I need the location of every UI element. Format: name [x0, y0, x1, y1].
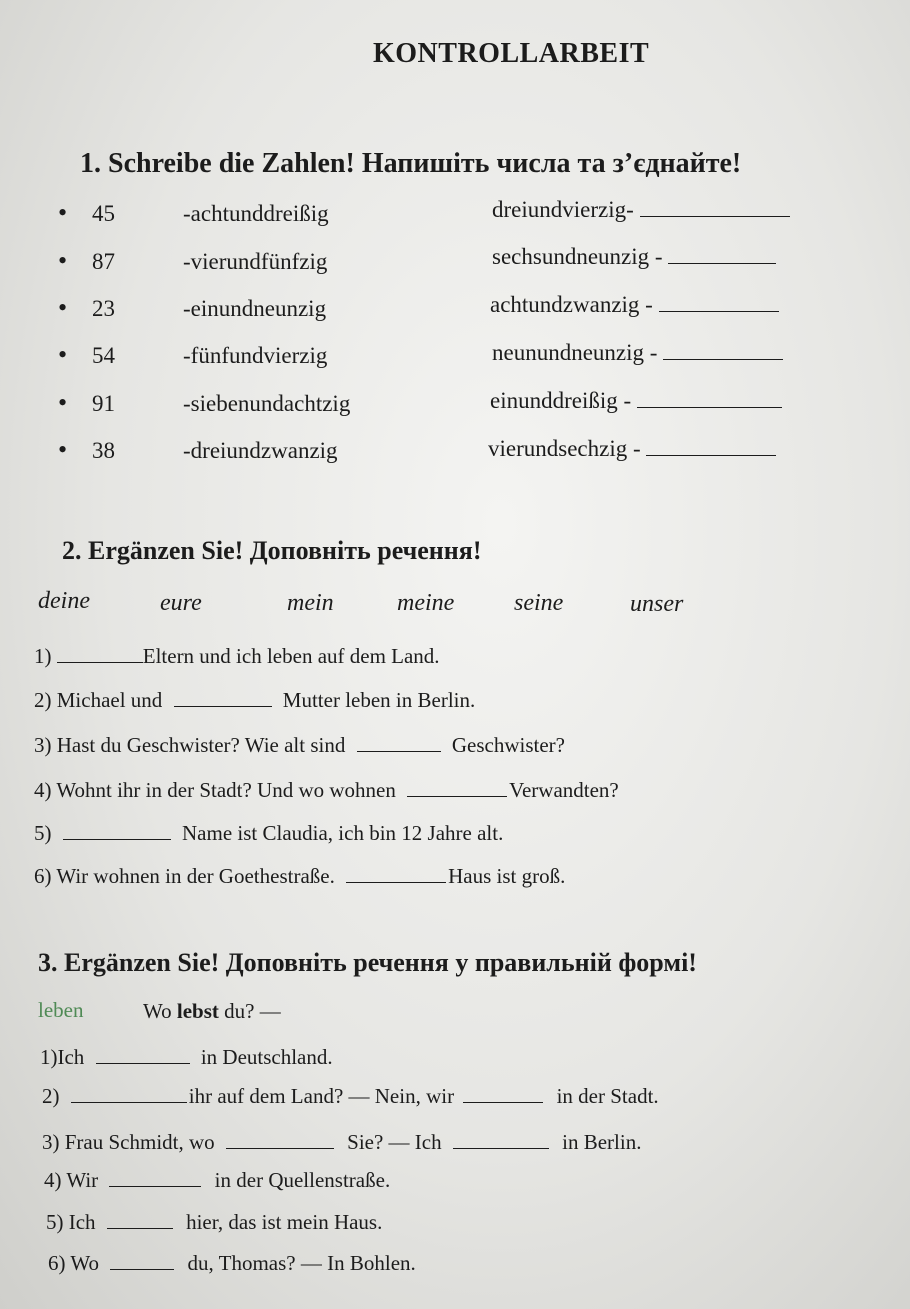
sentence: 2) ihr auf dem Land? — Nein, wir in der Stadt.	[42, 1084, 659, 1108]
bullet-icon: •	[58, 340, 68, 369]
number-word: -vierundfünfzig	[183, 249, 328, 274]
answer-blank[interactable]	[71, 1082, 187, 1103]
page-title: KONTROLLARBEIT	[373, 38, 650, 69]
sentence: 6) Wir wohnen in der Goethestraße. Haus ist groß.	[34, 864, 566, 888]
sentence: 1)Ich in Deutschland.	[40, 1045, 333, 1069]
answer-blank[interactable]	[96, 1043, 190, 1064]
word-bank-item: eure	[160, 590, 202, 616]
answer-blank[interactable]	[453, 1128, 549, 1149]
number-label: 23	[92, 296, 115, 321]
bullet-icon: •	[58, 198, 68, 227]
word-bank-item: mein	[287, 590, 334, 616]
bullet-icon: •	[58, 388, 68, 417]
number-word: -dreiundzwanzig	[183, 438, 338, 463]
number-word: -siebenundachtzig	[183, 391, 351, 416]
number-word: -fünfundvierzig	[183, 343, 328, 368]
answer-blank[interactable]	[357, 731, 441, 752]
section2-heading: 2. Ergänzen Sie! Доповніть речення!	[62, 536, 482, 565]
answer-blank[interactable]	[663, 339, 783, 360]
answer-blank[interactable]	[668, 243, 776, 264]
answer-blank[interactable]	[659, 291, 779, 312]
answer-blank[interactable]	[107, 1208, 173, 1229]
sentence: 4) Wohnt ihr in der Stadt? Und wo wohnen Verwandten?	[34, 778, 619, 802]
word-bank-item: unser	[630, 591, 684, 617]
answer-blank[interactable]	[640, 196, 790, 217]
word-bank-item: meine	[397, 590, 455, 616]
match-word: neunundneunzig -	[492, 339, 783, 366]
sentence: 3) Hast du Geschwister? Wie alt sind Geschwister?	[34, 733, 565, 757]
bullet-icon: •	[58, 293, 68, 322]
answer-blank[interactable]	[346, 862, 446, 883]
answer-blank[interactable]	[226, 1128, 334, 1149]
answer-blank[interactable]	[637, 387, 782, 408]
number-label: 38	[92, 438, 115, 463]
sentence: 4) Wir in der Quellenstraße.	[44, 1168, 391, 1192]
number-label: 91	[92, 391, 115, 416]
word-bank-item: deine	[38, 588, 90, 614]
match-word: dreiundvierzig-	[492, 196, 790, 223]
number-word: -achtunddreißig	[183, 201, 329, 226]
number-label: 54	[92, 343, 115, 368]
answer-blank[interactable]	[109, 1166, 201, 1187]
answer-blank[interactable]	[110, 1249, 174, 1270]
number-word: -einundneunzig	[183, 296, 327, 321]
match-word: achtundzwanzig -	[490, 291, 779, 318]
match-word: sechsundneunzig -	[492, 243, 776, 270]
number-label: 87	[92, 249, 115, 274]
match-word: vierundsechzig -	[488, 435, 776, 462]
answer-blank[interactable]	[63, 819, 171, 840]
sentence: 5) Name ist Claudia, ich bin 12 Jahre alt.	[34, 821, 504, 845]
sentence: 6) Wo du, Thomas? — In Bohlen.	[48, 1251, 416, 1275]
sentence: 5) Ich hier, das ist mein Haus.	[46, 1210, 383, 1234]
bullet-icon: •	[58, 435, 68, 464]
sentence: 1) Eltern und ich leben auf dem Land.	[34, 644, 440, 668]
match-word: einunddreißig -	[490, 387, 782, 414]
answer-blank[interactable]	[646, 435, 776, 456]
word-bank-item: seine	[514, 590, 564, 616]
answer-blank[interactable]	[407, 776, 507, 797]
section1-heading: 1. Schreibe die Zahlen! Напишіть числа та з’єднайте!	[80, 148, 742, 179]
number-label: 45	[92, 201, 115, 226]
answer-blank[interactable]	[57, 642, 143, 663]
sentence: 2) Michael und Mutter leben in Berlin.	[34, 688, 476, 712]
verb-label: leben	[38, 998, 84, 1022]
bullet-icon: •	[58, 246, 68, 275]
answer-blank[interactable]	[463, 1082, 543, 1103]
example-sentence: Wo lebst du? —	[143, 999, 281, 1023]
section3-heading: 3. Ergänzen Sie! Доповніть речення у правильній формі!	[38, 948, 697, 977]
answer-blank[interactable]	[174, 686, 272, 707]
sentence: 3) Frau Schmidt, wo Sie? — Ich in Berlin.	[42, 1130, 642, 1154]
